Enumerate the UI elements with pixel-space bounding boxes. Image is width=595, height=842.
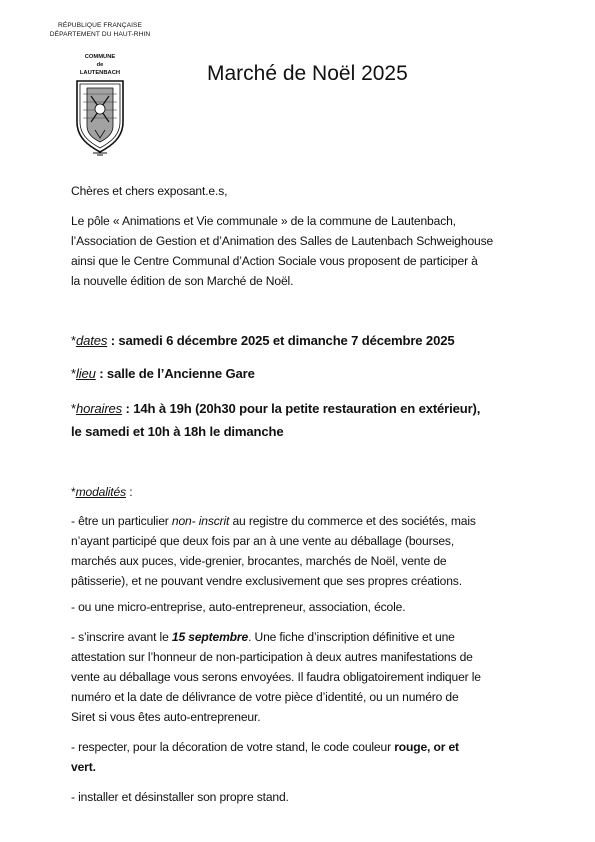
intro-paragraph — [71, 211, 536, 291]
commune-de-line: de — [96, 62, 104, 68]
horaires-block — [71, 397, 551, 443]
deadline-date: 15 septembre — [171, 630, 249, 644]
dates-label: dates — [75, 333, 108, 348]
lieu-value: : salle de l’Ancienne Gare — [95, 366, 255, 381]
horaires-value: : 14h à 19h (20h30 pour la petite restauration en extérieur), — [122, 401, 481, 416]
lieu-star: * — [71, 366, 76, 381]
republic-header — [40, 21, 160, 39]
item-line: marchés aux puces, vide-grenier, brocantes, marchés de Noël, vente de — [71, 554, 447, 568]
item-line — [71, 511, 536, 531]
republic-line: RÉPUBLIQUE FRANÇAISE — [57, 22, 143, 29]
item-line: pâtisserie), et ne pouvant vendre exclusivement que ses propres créations. — [71, 574, 462, 588]
color-code: rouge, or et — [394, 740, 459, 754]
intro-line: ainsi que le Centre Communal d’Action Sociale vous proposent de participer à — [71, 254, 478, 268]
item-text: - s’inscrire avant le — [71, 630, 172, 644]
item-text: - respecter, pour la décoration de votre stand, le code couleur — [71, 740, 395, 754]
horaires-star: * — [71, 401, 76, 416]
list-item: - ou une micro-entreprise, auto-entrepreneur, association, école. — [71, 600, 406, 614]
list-item — [71, 737, 536, 777]
horaires-line: le samedi et 10h à 18h le dimanche — [71, 424, 284, 439]
greeting: Chères et chers exposant.e.s, — [71, 184, 228, 198]
item-line: Siret si vous êtes auto-entrepreneur. — [71, 710, 261, 724]
item-line: numéro et la date de délivrance de votre pièce d’identité, ou un numéro de — [71, 690, 459, 704]
modalites-star: * — [71, 485, 76, 499]
lieu-label: lieu — [75, 366, 96, 381]
department-line: DÉPARTEMENT DU HAUT-RHIN — [49, 31, 151, 38]
dates-star: * — [71, 333, 76, 348]
intro-line: l’Association de Gestion et d’Animation des Salles de Lautenbach Schweighouse — [71, 234, 494, 248]
item-line: n’ayant participé que deux fois par an à une vente au déballage (bourses, — [71, 534, 455, 548]
list-item: - installer et désinstaller son propre stand. — [71, 790, 289, 804]
dates-line — [71, 331, 536, 351]
horaires-label: horaires — [75, 401, 123, 416]
commune-label — [70, 53, 130, 77]
item-emphasis: non- inscrit — [171, 514, 230, 528]
page-title: Marché de Noël 2025 — [207, 62, 408, 85]
list-item — [71, 627, 536, 727]
item-text: au registre du commerce et des sociétés, mais — [229, 514, 476, 528]
item-text: - être un particulier — [71, 514, 172, 528]
lieu-line — [71, 364, 536, 384]
intro-line: la nouvelle édition de son Marché de Noël. — [71, 274, 294, 288]
item-text: . Une fiche d’inscription définitive et une — [248, 630, 455, 644]
commune-line: COMMUNE — [84, 54, 116, 60]
item-line: vert. — [71, 760, 96, 774]
modalites-label: modalités — [75, 485, 126, 499]
horaires-line — [71, 397, 551, 420]
coat-of-arms-icon — [73, 78, 127, 156]
modalites-colon: : — [125, 485, 133, 499]
modalites-heading — [71, 482, 536, 502]
item-line: attestation sur l’honneur de non-participation à deux autres manifestations de — [71, 650, 473, 664]
intro-line: Le pôle « Animations et Vie communale » de la commune de Lautenbach, — [71, 214, 456, 228]
item-line: vente au déballage vous serons envoyées. Il faudra obligatoirement indiquer le — [71, 670, 481, 684]
item-line — [71, 737, 536, 757]
list-item — [71, 511, 536, 591]
commune-name-line: LAUTENBACH — [79, 70, 121, 76]
item-line — [71, 627, 536, 647]
dates-value: : samedi 6 décembre 2025 et dimanche 7 décembre 2025 — [107, 333, 455, 348]
